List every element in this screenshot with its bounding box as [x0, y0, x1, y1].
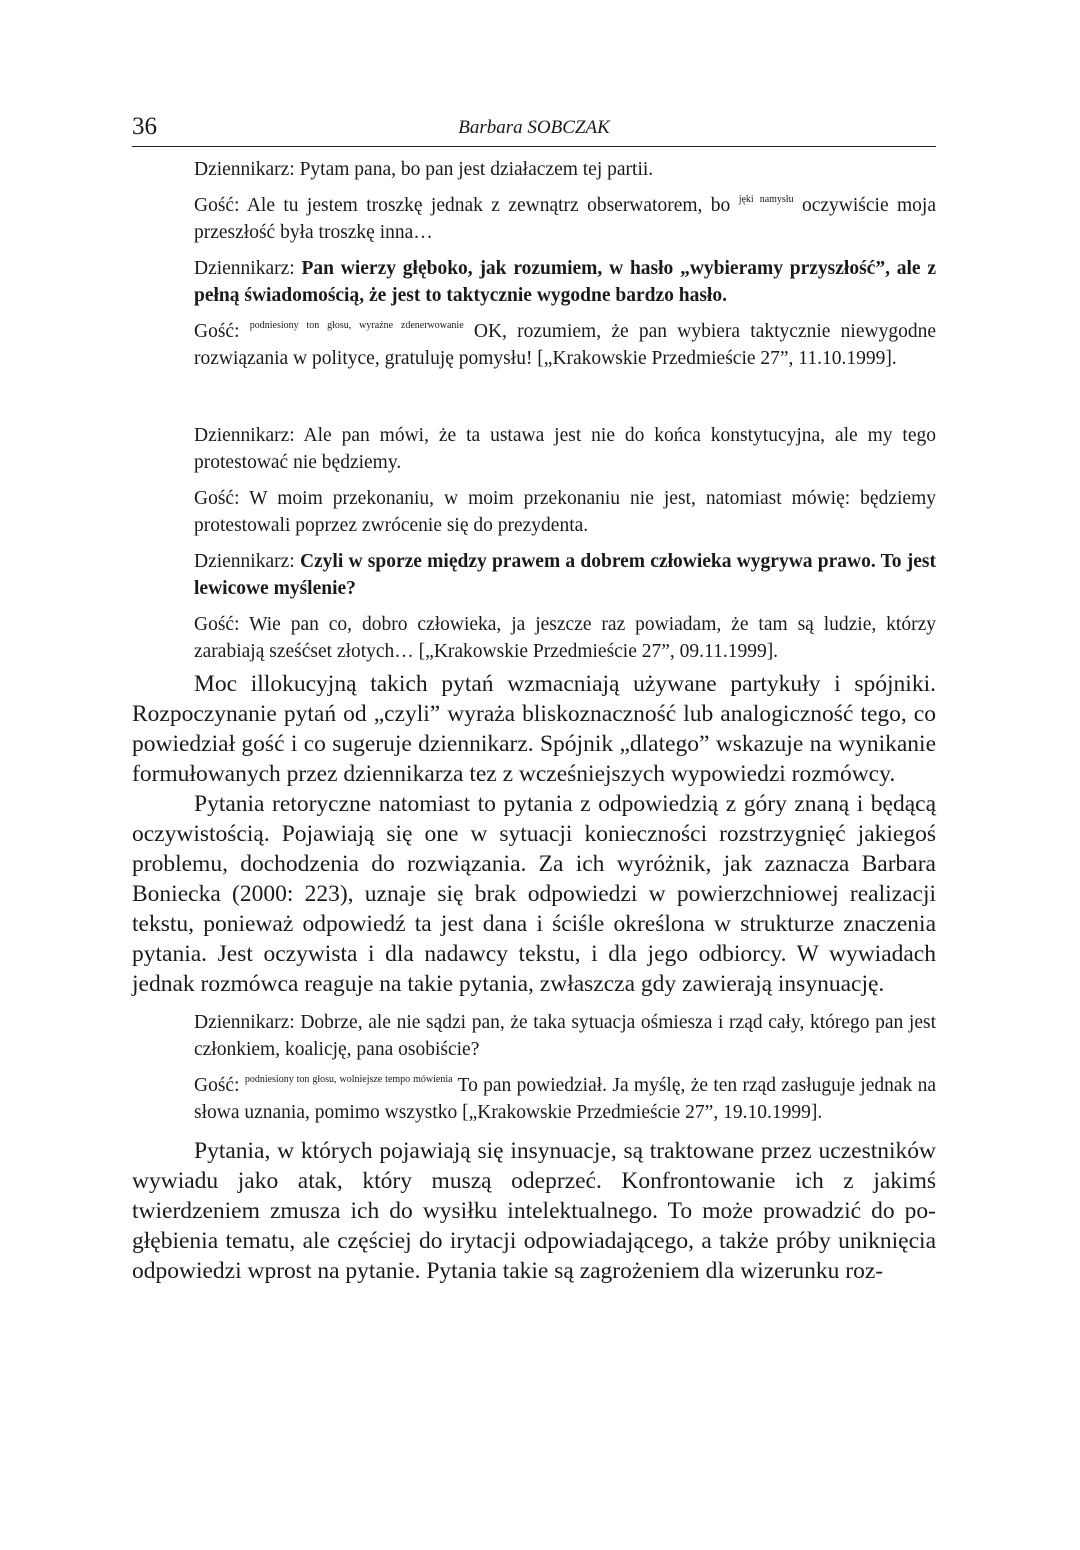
paralinguistic-note: podniesiony ton głosu, wyraźne zdenerwowanie — [249, 320, 464, 331]
running-head: Barbara SOBCZAK — [458, 117, 610, 138]
dialogue-line — [194, 422, 936, 476]
utterance: Dobrze, ale nie sądzi pan, że taka sytuacja ośmiesza i rząd cały, którego pan jest członkiem, koalicję, pana osobiście? — [194, 1012, 936, 1060]
dialogue-line — [194, 611, 936, 665]
emphasized-question: Pan wierzy głęboko, jak rozumiem, w hasło „wybieramy przyszłość”, ale z pełną świadomością, że jest to taktycznie wygodne bardzo hasło. — [194, 258, 936, 306]
body-paragraph: Moc illokucyjną takich pytań wzmacniają używane partykuły i spójniki. Rozpoczynanie pytań od „czyli” wyraża bliskoznaczność lub analogiczność tego, co powiedział gość i co sugeruje dziennikarz. Spójnik „dlatego” wskazuje na wynikanie formułowanych przez dziennikarza tez z wcześniejszych wypowiedzi rozmówcy. — [132, 671, 936, 787]
dialogue-line — [194, 1009, 936, 1063]
speaker-label: Dziennikarz: — [194, 1012, 301, 1033]
emphasized-question: Czyli w sporze między prawem a dobrem człowieka wygrywa prawo. To jest lewicowe myślenie? — [194, 551, 937, 599]
dialogue-line — [194, 255, 936, 309]
utterance: OK, rozumiem, że pan wybiera taktycznie niewygodne rozwiązania w polityce, gratuluję pomysłu! [„Krakowskie Przedmieście 27”, 11.10.1999]. — [194, 321, 936, 369]
dialogue-line — [194, 1072, 936, 1126]
speaker-label: Gość: — [194, 1075, 245, 1096]
paralinguistic-note: jęki namysłu — [738, 194, 794, 205]
dialogue-line — [194, 548, 936, 602]
utterance: Ale pan mówi, że ta ustawa jest nie do końca konstytucyjna, ale my tego protestować nie będziemy. — [194, 425, 937, 473]
body-paragraphs-1 — [132, 669, 936, 999]
utterance: Wie pan co, dobro człowieka, ja jeszcze raz powiadam, że tam są ludzie, którzy zarabiają sześćset złotych… [„Krakowskie Przedmieście 27”, 09.11.1999]. — [194, 614, 936, 662]
speaker-label: Gość: — [194, 195, 247, 216]
interview-excerpt-2 — [194, 1009, 936, 1126]
speaker-label: Gość: — [194, 614, 250, 635]
interview-excerpt-1 — [194, 156, 936, 665]
utterance: W moim przekonaniu, w moim przekonaniu nie jest, natomiast mówię: będziemy protestowali poprzez zwrócenie się do prezydenta. — [194, 488, 936, 536]
speaker-label: Dziennikarz: — [194, 159, 300, 180]
spacer — [132, 999, 936, 1009]
paralinguistic-note: podniesiony ton głosu, wolniejsze tempo mówienia — [244, 1074, 453, 1085]
speaker-label: Gość: — [194, 321, 250, 342]
dialogue-line — [194, 318, 936, 372]
speaker-label: Gość: — [194, 488, 250, 509]
body-paragraph: Pytania retoryczne natomiast to pytania z odpowiedzią z góry znaną i będącą oczywistością. Pojawiają się one w sytuacji konieczności rozstrzygnięć jakiegoś problemu, dochodzenia do rozwiązania. Za ich wyróżnik, jak zaznacza Barbara Boniecka (2000: 223), uznaje się brak odpowiedzi w powierzchniowej realizacji tekstu, ponieważ odpowiedź ta jest dana i ściśle określona w strukturze znaczenia pytania. Jest oczywista i dla nadawcy tekstu, i dla jego odbiorcy. W wywiadach jednak rozmówca reaguje na takie pytania, zwłaszcza gdy zawierają insynuację. — [132, 791, 936, 997]
dialogue-line — [194, 156, 936, 183]
dialogue-line — [194, 485, 936, 539]
excerpt-separator — [194, 381, 936, 422]
utterance: Pytam pana, bo pan jest działaczem tej partii. — [299, 159, 654, 180]
speaker-label: Dziennikarz: — [194, 258, 302, 279]
utterance: To pan powiedział. Ja myślę, że ten rząd zasługuje jednak na słowa uznania, pomimo wszystko [„Krakowskie Przedmieście 27”, 19.10.1999]. — [194, 1075, 936, 1123]
body-paragraph: Pytania, w których pojawiają się insynuacje, są traktowane przez uczestników wywiadu jako atak, który muszą odeprzeć. Konfrontowanie ich z jakimś twierdzeniem zmusza ich do wysiłku intelektualnego. To może prowadzić do pogłębienia tematu, ale częściej do irytacji odpowiadającego, a także próby uniknięcia odpowiedzi wprost na pytanie. Pytania takie są zagrożeniem dla wizerunku roz- — [132, 1138, 936, 1284]
page-number: 36 — [132, 113, 157, 140]
body-paragraphs-2 — [132, 1136, 936, 1286]
page-content — [132, 156, 936, 1286]
dialogue-line — [194, 192, 936, 246]
utterance: Ale tu jestem troszkę jednak z zewnątrz obserwatorem, bo — [246, 195, 739, 216]
speaker-label: Dziennikarz: — [194, 425, 304, 446]
utterance: oczywiście moja przeszłość była troszkę inna… — [194, 195, 936, 243]
page-header — [132, 112, 936, 147]
speaker-label: Dziennikarz: — [194, 551, 300, 572]
